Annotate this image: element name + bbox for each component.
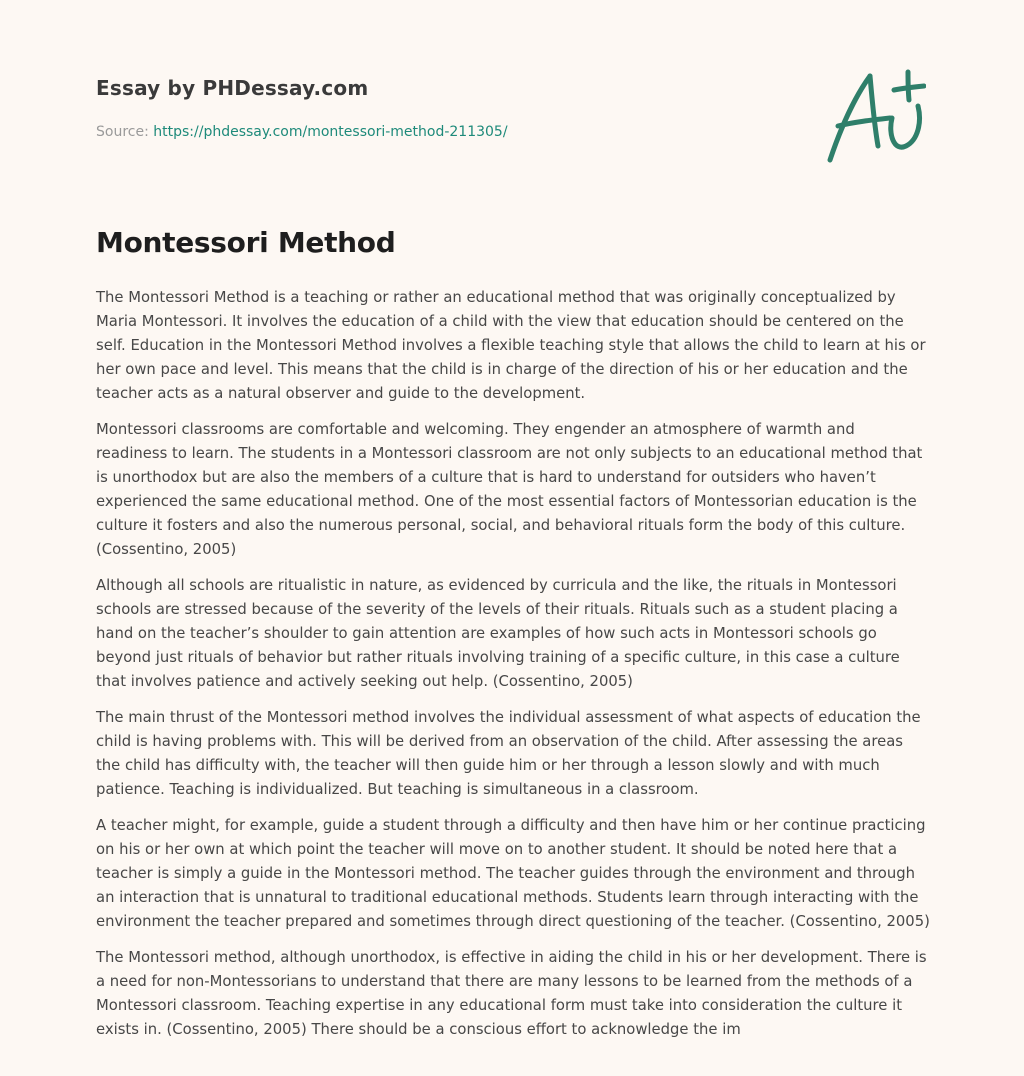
essay-paragraph: The Montessori Method is a teaching or rather an educational method that was originally conceptualized by Maria Montessori. It involves the education of a child with the view that education should be centered on the self. Education in the Montessori Method involves a flexible teaching style that allows the child to learn at his or her own pace and level. This means that the child is in charge of the direction of his or her education and the teacher acts as a natural observer and guide to the development. [96,289,926,402]
brand-title: Essay by PHDessay.com [96,76,369,100]
a-plus-grade-icon [822,68,926,164]
essay-paragraph: Montessori classrooms are comfortable and welcoming. They engender an atmosphere of warmth and readiness to learn. The students in a Montessori classroom are not only subjects to an educational method that is unorthodox but are also the members of a culture that is hard to understand for outsiders who haven’t experienced the same educational method. One of the most essential factors of Montessorian education is the culture it fosters and also the numerous personal, social, and behavioral rituals form the body of this culture. (Cossentino, 2005) [96,421,923,558]
essay-title: Montessori Method [96,226,396,259]
essay-paragraph: The main thrust of the Montessori method involves the individual assessment of what aspects of education the child is having problems with. This will be derived from an observation of the child. After assessing the areas the child has difficulty with, the teacher will then guide him or her through a lesson slowly and with much patience. Teaching is individualized. But teaching is simultaneous in a classroom. [96,709,921,798]
source-label: Source: [96,124,149,140]
essay-paragraph: A teacher might, for example, guide a student through a difficulty and then have him or her continue practicing on his or her own at which point the teacher will move on to another student. It should be noted here that a teacher is simply a guide in the Montessori method. The teacher guides through the environment and through an interaction that is unnatural to traditional educational methods. Students learn through interacting with the environment the teacher prepared and sometimes through direct questioning of the teacher. (Cossentino, 2005) [96,817,930,930]
essay-paragraph: The Montessori method, although unorthodox, is effective in aiding the child in his or her development. There is a need for non-Montessorians to understand that there are many lessons to be learned from the methods of a Montessori classroom. Teaching expertise in any educational form must take into consideration the culture it exists in. (Cossentino, 2005) There should be a conscious effort to acknowledge the im [96,949,927,1038]
essay-paragraph: Although all schools are ritualistic in nature, as evidenced by curricula and the like, the rituals in Montessori schools are stressed because of the severity of the levels of their rituals. Rituals such as a student placing a hand on the teacher’s shoulder to gain attention are examples of how such acts in Montessori schools go beyond just rituals of behavior but rather rituals involving training of a specific culture, in this case a culture that involves patience and actively seeking out help. (Cossentino, 2005) [96,577,900,690]
source-line [96,124,508,140]
essay-body [96,286,930,1054]
source-link[interactable]: https://phdessay.com/montessori-method-211305/ [153,124,508,140]
essay-header [96,76,796,140]
